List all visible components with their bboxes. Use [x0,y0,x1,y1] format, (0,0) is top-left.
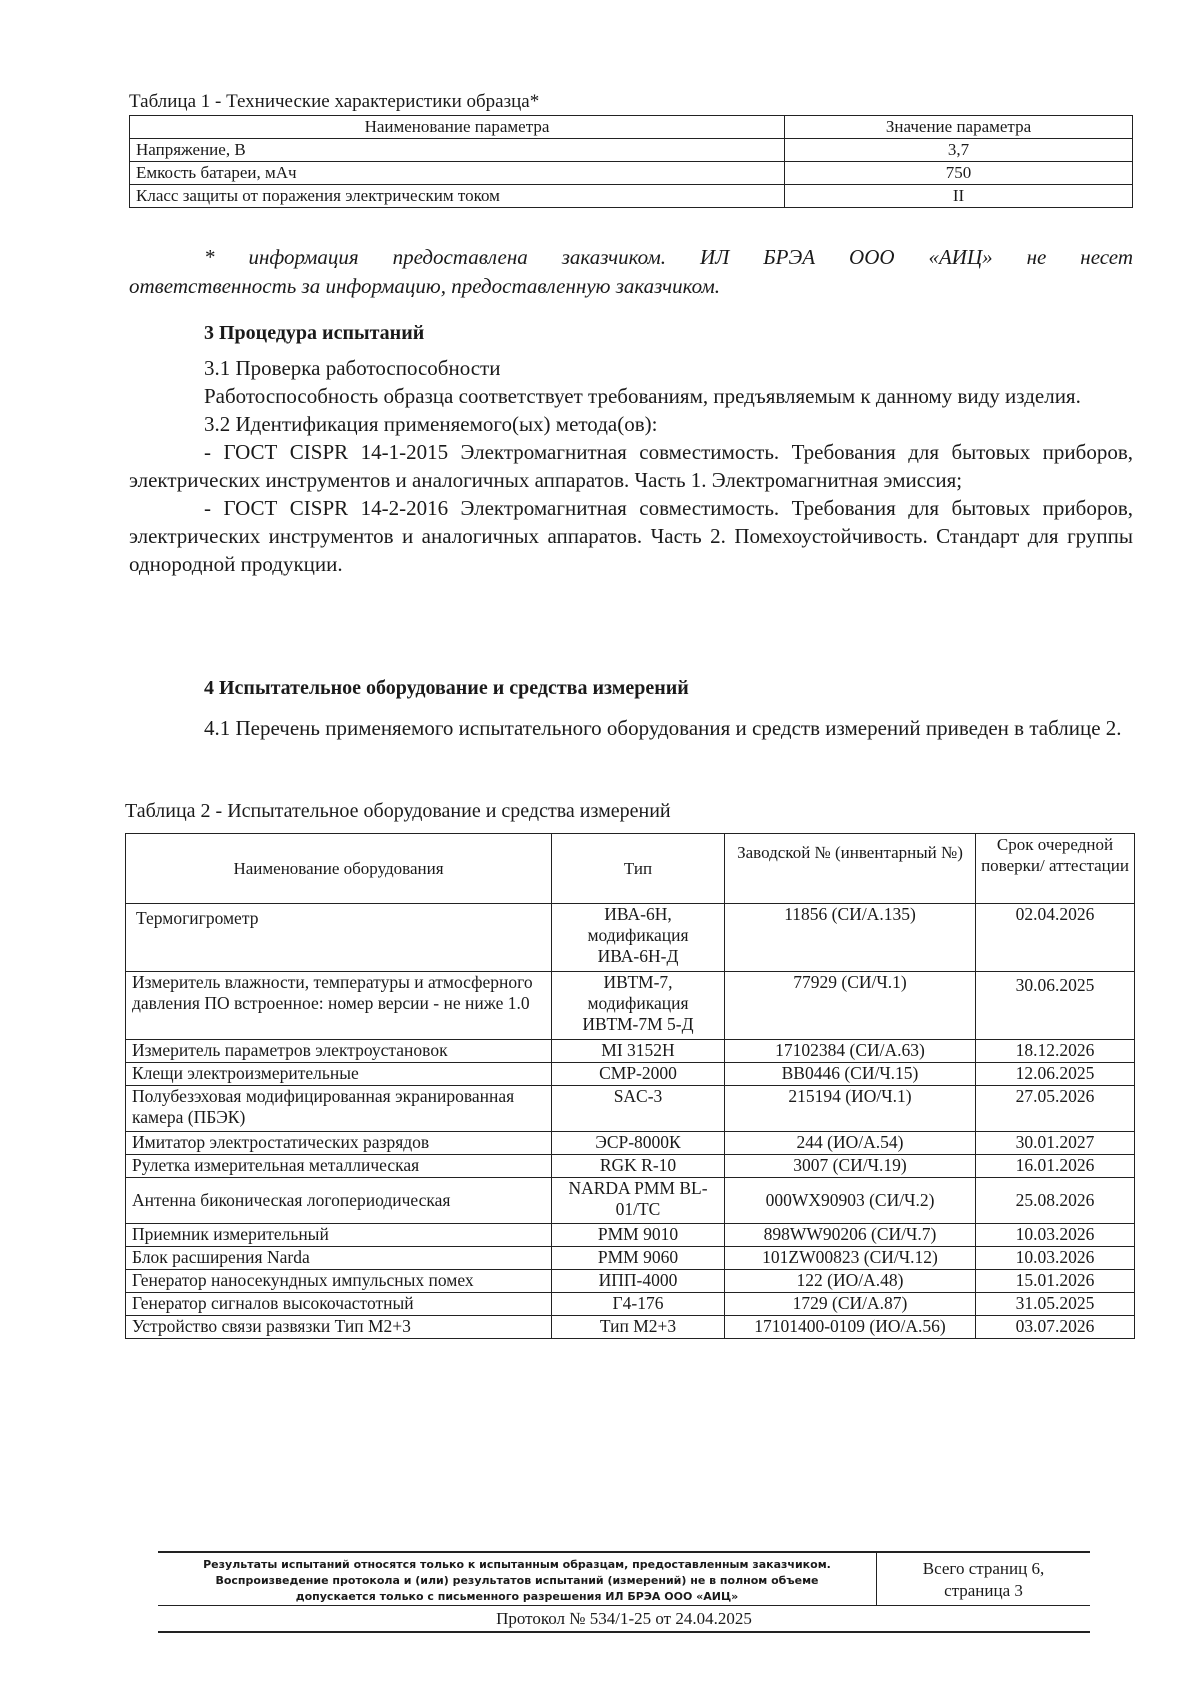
equipment-name: Полубезэховая модифицированная экранированная камера (ПБЭК) [126,1086,552,1132]
current-page: страница 3 [944,1581,1023,1600]
equipment-type: ИВТМ-7, модификация ИВТМ-7М 5-Д [552,972,725,1040]
equipment-name: Генератор сигналов высокочастотный [126,1293,552,1316]
equipment-serial: 101ZW00823 (СИ/Ч.12) [725,1247,976,1270]
equipment-name: Термогигрометр [126,904,552,972]
equipment-name: Приемник измерительный [126,1224,552,1247]
footer-info-row [158,1553,1090,1606]
equipment-name: Устройство связи развязки Тип М2+3 [126,1316,552,1339]
equipment-serial: 215194 (ИО/Ч.1) [725,1086,976,1132]
equipment-serial: 1729 (СИ/А.87) [725,1293,976,1316]
disclaimer-line: допускается только с письменного разрешения ИЛ БРЭА ООО «АИЦ» [295,1590,739,1603]
equipment-serial: 11856 (СИ/А.135) [725,904,976,972]
footer-disclaimer [158,1553,877,1605]
note-line-2: ответственность за информацию, предоставленную заказчиком. [129,274,720,298]
equipment-name: Измеритель параметров электроустановок [126,1040,552,1063]
section4-text: 4.1 Перечень применяемого испытательного оборудования и средств измерений приведен в таблице 2. [204,716,1122,740]
equipment-due-date: 30.01.2027 [976,1132,1135,1155]
section4-body [129,714,1133,742]
equipment-serial: BB0446 (СИ/Ч.15) [725,1063,976,1086]
equipment-type: ИПП-4000 [552,1270,725,1293]
method-item: - ГОСТ CISPR 14-2-2016 Электромагнитная совместимость. Требования для бытовых приборов, электрических инструментов и аналогичных аппаратов. Часть 2. Помехоустойчивость. Стандарт для группы однородной продукции. [129,496,1133,576]
equipment-due-date: 10.03.2026 [976,1247,1135,1270]
table1-header-value: Значение параметра [785,116,1133,139]
equipment-due-date: 25.08.2026 [976,1178,1135,1224]
table-row [126,1086,1135,1132]
equipment-due-date: 31.05.2025 [976,1293,1135,1316]
table-row [126,1270,1135,1293]
equipment-due-date: 15.01.2026 [976,1270,1135,1293]
equipment-serial: 17102384 (СИ/А.63) [725,1040,976,1063]
equipment-due-date: 03.07.2026 [976,1316,1135,1339]
equipment-due-date: 10.03.2026 [976,1224,1135,1247]
table-row [126,1247,1135,1270]
equipment-serial: 77929 (СИ/Ч.1) [725,972,976,1040]
section4-heading: 4 Испытательное оборудование и средства измерений [204,677,689,699]
equipment-serial: 898WW90206 (СИ/Ч.7) [725,1224,976,1247]
note-line-1: * информация предоставлена заказчиком. ИЛ БРЭА ООО «АИЦ» не несет [204,245,1133,269]
table-row [126,1178,1135,1224]
table-row [126,1132,1135,1155]
table-row [130,162,1133,185]
page-counter [877,1553,1090,1605]
equipment-type: SAC-3 [552,1086,725,1132]
sub1-title: 3.1 Проверка работоспособности [204,356,501,380]
table-row [126,1040,1135,1063]
param-value: II [785,185,1133,208]
equipment-name: Рулетка измерительная металлическая [126,1155,552,1178]
page-footer [158,1551,1090,1633]
equipment-due-date: 30.06.2025 [976,972,1135,1040]
param-value: 3,7 [785,139,1133,162]
customer-info-note [129,243,1133,301]
equipment-due-date: 02.04.2026 [976,904,1135,972]
disclaimer-line: Результаты испытаний относятся только к испытанным образцам, предоставленным заказчиком. [203,1558,831,1571]
table-row [130,139,1133,162]
table1-header-name: Наименование параметра [130,116,785,139]
equipment-name: Блок расширения Narda [126,1247,552,1270]
equipment-name: Антенна биконическая логопериодическая [126,1178,552,1224]
equipment-type: PMM 9060 [552,1247,725,1270]
equipment-name: Измеритель влажности, температуры и атмосферного давления ПО встроенное: номер версии - не ниже 1.0 [126,972,552,1040]
equipment-type: PMM 9010 [552,1224,725,1247]
equipment-due-date: 12.06.2025 [976,1063,1135,1086]
table-row [126,904,1135,972]
equipment-name: Генератор наносекундных импульсных помех [126,1270,552,1293]
table1-technical-specs [129,115,1133,208]
equipment-due-date: 16.01.2026 [976,1155,1135,1178]
header-serial: Заводской № (инвентарный №) [725,834,976,904]
table-row [126,1293,1135,1316]
section3-heading: 3 Процедура испытаний [204,322,425,344]
param-value: 750 [785,162,1133,185]
equipment-serial: 244 (ИО/А.54) [725,1132,976,1155]
equipment-serial: 000WX90903 (СИ/Ч.2) [725,1178,976,1224]
equipment-type: NARDA PMM BL-01/TC [552,1178,725,1224]
table-row [126,1224,1135,1247]
table2-header-row [126,834,1135,904]
sub1-text: Работоспособность образца соответствует требованиям, предъявляемым к данному виду изделия. [204,384,1081,408]
table1-caption: Таблица 1 - Технические характеристики образца* [129,91,540,112]
equipment-type: MI 3152H [552,1040,725,1063]
table-row [126,972,1135,1040]
equipment-type: Г4-176 [552,1293,725,1316]
equipment-due-date: 27.05.2026 [976,1086,1135,1132]
header-due-date: Срок очередной поверки/ аттестации [976,834,1135,904]
equipment-type: RGK R-10 [552,1155,725,1178]
equipment-type: ЭСР-8000К [552,1132,725,1155]
table-row [130,185,1133,208]
param-name: Напряжение, В [130,139,785,162]
total-pages: Всего страниц 6, [922,1559,1045,1578]
equipment-serial: 3007 (СИ/Ч.19) [725,1155,976,1178]
equipment-type: Тип М2+3 [552,1316,725,1339]
method-item: - ГОСТ CISPR 14-1-2015 Электромагнитная совместимость. Требования для бытовых приборов, электрических инструментов и аналогичных аппаратов. Часть 1. Электромагнитная эмиссия; [129,440,1133,492]
equipment-serial: 122 (ИО/А.48) [725,1270,976,1293]
table-row [126,1316,1135,1339]
table-row [126,1063,1135,1086]
param-name: Класс защиты от поражения электрическим током [130,185,785,208]
equipment-type: ИВА-6Н, модификация ИВА-6Н-Д [552,904,725,972]
equipment-name: Клещи электроизмерительные [126,1063,552,1086]
equipment-type: CMP-2000 [552,1063,725,1086]
table2-caption: Таблица 2 - Испытательное оборудование и средства измерений [125,800,671,822]
table-row [126,1155,1135,1178]
equipment-due-date: 18.12.2026 [976,1040,1135,1063]
header-type: Тип [552,834,725,904]
protocol-number: Протокол № 534/1-25 от 24.04.2025 [158,1606,1090,1633]
param-name: Емкость батареи, мАч [130,162,785,185]
equipment-serial: 17101400-0109 (ИО/А.56) [725,1316,976,1339]
table2-equipment [125,833,1135,1339]
table1-header-row [130,116,1133,139]
section3-body [129,354,1133,578]
header-equipment-name: Наименование оборудования [126,834,552,904]
disclaimer-line: Воспроизведение протокола и (или) результатов испытаний (измерений) не в полном объеме [215,1574,819,1587]
sub2-title: 3.2 Идентификация применяемого(ых) метода(ов): [204,412,658,436]
equipment-name: Имитатор электростатических разрядов [126,1132,552,1155]
